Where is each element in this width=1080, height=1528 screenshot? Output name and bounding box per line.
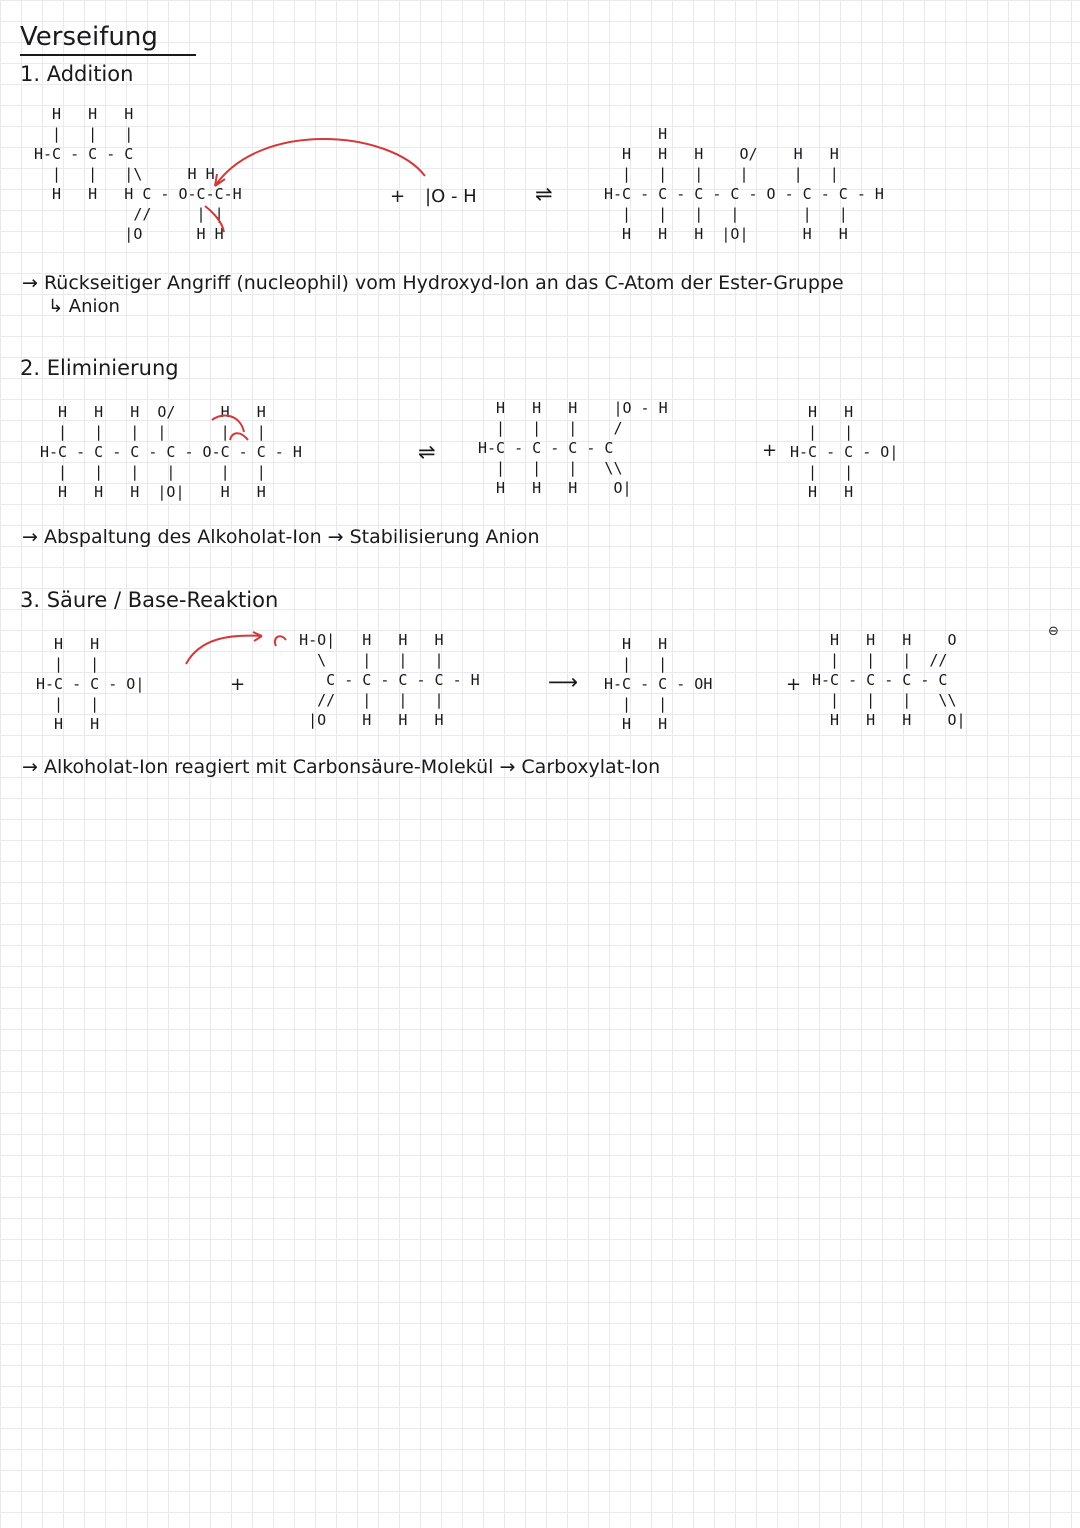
page-title: Verseifung: [20, 22, 158, 52]
step-2-note: → Abspaltung des Alkoholat-Ion → Stabilisierung Anion: [22, 526, 540, 548]
step-1-hydroxide: |O - H: [425, 186, 477, 207]
step-1-equilibrium: ⇌: [535, 182, 553, 206]
step-3-plus-2: +: [786, 674, 802, 695]
step-1-ester-molecule: H H H | | | H-C - C - C | | |\ H H H H H C - O-C-C-H // | | |O H H: [34, 105, 242, 243]
step-3-carboxylic-acid: H-O| H H H \ | | | C - C - C - C - H // | | | |O H H H: [299, 631, 480, 729]
step-3-note: → Alkoholat-Ion reagiert mit Carbonsäure-Molekül → Carboxylat-Ion: [22, 756, 661, 778]
step-3-plus: +: [230, 674, 246, 695]
step-3-carboxylate: H H H O | | | // H-C - C - C - C | | | \\ H H H O|: [812, 631, 966, 729]
step-1-tetrahedral-intermediate: H H H H O/ H H | | | | | | H-C - C - C - C - O - C - C - H | | | | | | H H H |O| H H: [604, 125, 884, 243]
step-1-subnote: ↳ Anion: [48, 296, 120, 317]
acid-base-arrowhead: [253, 632, 262, 641]
title-underline: [20, 54, 196, 56]
step-2-intermediate: H H H O/ H H | | | | | | H-C - C - C - C - O-C - C - H | | | | | | H H H |O| H H: [40, 403, 302, 501]
step-3-alkoxide: H H | | H-C - C - O| | | H H: [36, 635, 145, 733]
addition-attack-arrow: [215, 139, 425, 186]
step-2-plus: +: [762, 440, 778, 461]
step-1-heading: 1. Addition: [20, 62, 134, 86]
step-2-heading: 2. Eliminierung: [20, 356, 179, 380]
carboxylate-charge: ⊖: [1048, 624, 1059, 639]
step-1-note: → Rückseitiger Angriff (nucleophil) vom Hydroxyd-Ion an das C-Atom der Ester-Gruppe: [22, 272, 844, 294]
step-2-equilibrium: ⇌: [418, 440, 436, 464]
acid-base-arrow: [186, 636, 262, 664]
step-2-carboxylic-acid: H H H |O - H | | | / H-C - C - C - C | | | \\ H H H O|: [478, 399, 668, 497]
step-1-plus: +: [390, 186, 406, 207]
step-2-alkoxide: H H | | H-C - C - O| | | H H: [790, 403, 899, 501]
step-3-ethanol: H H | | H-C - C - OH | | H H: [604, 635, 713, 733]
step-3-heading: 3. Säure / Base-Reaktion: [20, 588, 279, 612]
step-3-reaction-arrow: ⟶: [548, 670, 579, 694]
